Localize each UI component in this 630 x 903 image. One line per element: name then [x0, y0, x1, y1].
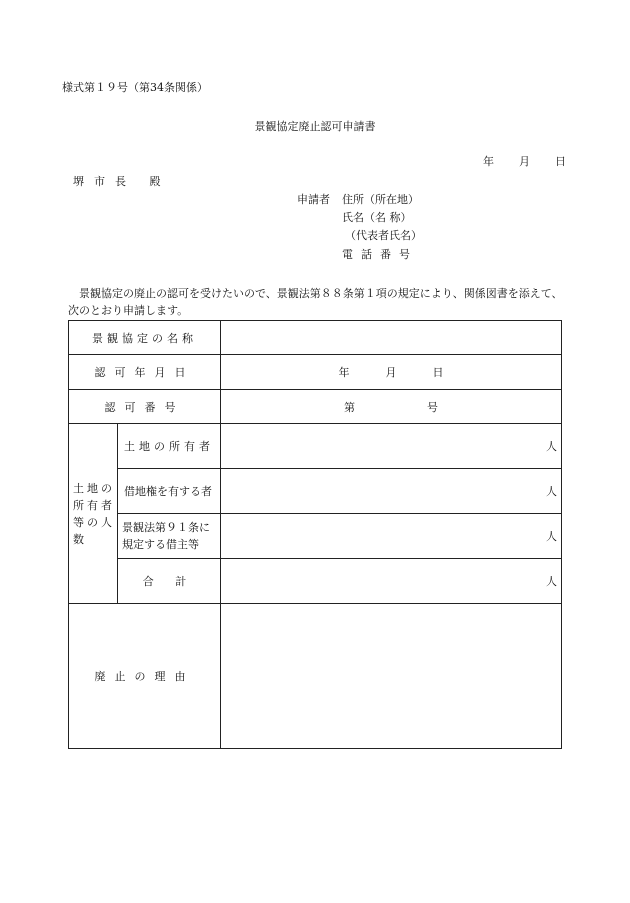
approval-number-field[interactable] — [221, 390, 562, 424]
table-row — [69, 424, 562, 469]
approval-date-field[interactable] — [221, 355, 562, 390]
intro-text: 景観協定の廃止の認可を受けたいので、景観法第８８条第１項の規定により、関係図書を添えて、次のとおり申請します。 — [68, 287, 563, 317]
table-row — [69, 355, 562, 390]
approval-number-prefix: 第 — [344, 400, 355, 414]
applicant-label: 申請者 — [297, 193, 330, 206]
abolition-reason-label: 廃止の理由 — [69, 604, 221, 749]
form-number: 様式第１９号（第34条関係） — [62, 81, 208, 94]
leaseholder-count-field[interactable] — [221, 469, 562, 514]
leaseholder-row-label: 借地権を有する者 — [118, 469, 221, 514]
agreement-name-field[interactable] — [221, 321, 562, 355]
owner-count-group-label: 土地の所有者等の人数 — [69, 424, 118, 604]
total-row-label: 合 計 — [118, 559, 221, 604]
table-row — [69, 514, 562, 559]
date-year-label: 年 — [483, 155, 494, 168]
approval-date-day: 日 — [432, 366, 444, 379]
date-day-label: 日 — [555, 155, 566, 168]
approval-number-label: 認可番号 — [69, 390, 221, 424]
owner-count-field[interactable] — [221, 424, 562, 469]
tenant-count-field[interactable] — [221, 514, 562, 559]
total-count-field[interactable] — [221, 559, 562, 604]
agreement-name-label: 景観協定の名称 — [69, 321, 221, 355]
table-row — [69, 390, 562, 424]
date-month-label: 月 — [519, 155, 530, 168]
approval-number-suffix: 号 — [427, 400, 438, 414]
table-row — [69, 559, 562, 604]
approval-date-year: 年 — [338, 366, 350, 379]
owner-row-label: 土地の所有者 — [118, 424, 221, 469]
table-row — [69, 469, 562, 514]
applicant-address-label: 住所（所在地） — [342, 193, 419, 206]
application-table — [68, 320, 562, 749]
table-row — [69, 604, 562, 749]
applicant-name-label: 氏名（名 称） — [342, 211, 412, 224]
approval-date-label: 認可年月日 — [69, 355, 221, 390]
owner-count-unit: 人 — [546, 440, 557, 453]
applicant-phone-label: 電話番号 — [342, 248, 418, 261]
addressee: 堺市長 殿 — [73, 175, 171, 188]
leaseholder-count-unit: 人 — [546, 485, 557, 498]
abolition-reason-field[interactable] — [221, 604, 562, 749]
total-count-unit: 人 — [546, 575, 557, 588]
tenant-count-unit: 人 — [546, 530, 557, 543]
applicant-representative-label: （代表者氏名） — [345, 229, 422, 242]
approval-date-month: 月 — [385, 366, 397, 379]
document-title: 景観協定廃止認可申請書 — [254, 120, 376, 133]
table-row — [69, 321, 562, 355]
tenant-row-label: 景観法第９１条に規定する借主等 — [118, 514, 221, 559]
